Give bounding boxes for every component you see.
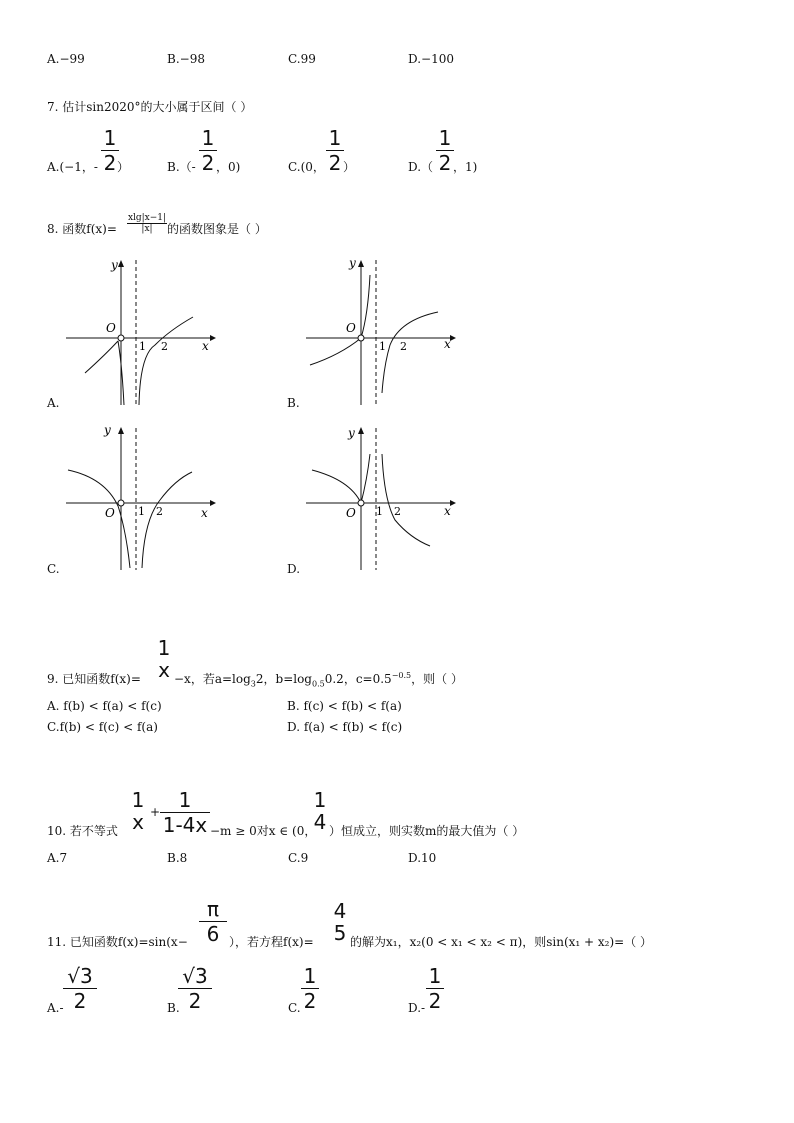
graph-d-origin-label: O <box>346 506 356 520</box>
q7-option-b-fraction: 1 2 <box>199 128 217 173</box>
graph-a-origin-label: O <box>106 321 116 335</box>
q6-option-b: B.−98 <box>167 52 205 66</box>
graph-c-label: C. <box>47 562 60 576</box>
graph-c-tick-2: 2 <box>156 505 163 518</box>
graph-a-label: A. <box>47 396 60 410</box>
graph-b-tick-2: 2 <box>400 340 407 353</box>
graph-b-origin-label: O <box>346 321 356 335</box>
graph-a <box>60 255 220 410</box>
q7-option-c: C.(0， <box>288 160 325 174</box>
graph-d-x-label: x <box>444 504 451 518</box>
q10-option-a: A.7 <box>47 851 68 865</box>
graph-c-tick-1: 1 <box>138 505 145 518</box>
q9-stem-prefix: 9. 已知函数f(x)= <box>47 672 141 686</box>
q7-option-c-end: ） <box>343 160 356 174</box>
graph-b-label: B. <box>287 396 300 410</box>
q9-option-b: B. f(c) < f(b) < f(a) <box>287 699 402 713</box>
graph-a-y-label: y <box>111 258 118 272</box>
graph-b-tick-1: 1 <box>379 340 386 353</box>
graph-c-x-label: x <box>201 506 208 520</box>
graph-b-y-label: y <box>349 256 356 270</box>
q10-option-d: D.10 <box>408 851 437 865</box>
graph-b-x-label: x <box>444 337 451 351</box>
q11-fraction-pi-6: π 6 <box>199 899 227 944</box>
q10-option-b: B.8 <box>167 851 188 865</box>
q6-option-a: A.−99 <box>47 52 85 66</box>
graph-d-tick-1: 1 <box>376 505 383 518</box>
graph-d-label: D. <box>287 562 301 576</box>
q9-option-d: D. f(a) < f(b) < f(c) <box>287 720 403 734</box>
q6-option-d: D.−100 <box>408 52 454 66</box>
graph-c <box>60 420 220 575</box>
graph-a-tick-1: 1 <box>139 340 146 353</box>
q11-option-c-fraction: 1 2 <box>301 966 319 1011</box>
q9-stem-rest: −x，若$a=\log_32$，$b=\log_{0.5}0.2$，$c=0.5^{-0.5}$，则（ ） <box>174 671 463 689</box>
graph-c-y-label: y <box>104 423 111 437</box>
q11-stem-prefix: 11. 已知函数f(x)=sin(x− <box>47 935 188 949</box>
graph-b <box>300 255 460 410</box>
q7-stem: 7. 估计sin2020°的大小属于区间（ ） <box>47 100 253 114</box>
q7-option-a-end: ） <box>117 160 130 174</box>
q7-option-c-fraction: 1 2 <box>326 128 344 173</box>
graph-d-y-label: y <box>348 426 355 440</box>
q10-stem-suffix: ）恒成立，则实数m的最大值为（ ） <box>329 824 525 838</box>
q10-option-c: C.9 <box>288 851 309 865</box>
q11-option-b-fraction: √3 2 <box>178 966 212 1011</box>
q8-stem-suffix: 的函数图象是（ ） <box>167 222 267 236</box>
q9-stem-fraction: 1 x <box>157 636 171 682</box>
graph-c-origin-label: O <box>105 506 115 520</box>
q11-fraction-4-5: 4 5 <box>333 899 347 945</box>
graph-d <box>300 420 460 575</box>
graph-a-tick-2: 2 <box>161 340 168 353</box>
q10-plus: + <box>150 805 161 819</box>
q11-option-a-fraction: √3 2 <box>63 966 97 1011</box>
q10-fraction-3: 1 4 <box>313 788 327 834</box>
q10-stem-prefix: 10. 若不等式 <box>47 824 118 838</box>
q7-option-a: A.(−1，- <box>47 160 98 174</box>
graph-a-x-label: x <box>202 339 209 353</box>
q7-option-d-fraction: 1 2 <box>436 128 454 173</box>
q8-stem-prefix: 8. 函数f(x)= <box>47 222 117 236</box>
q6-option-c: C.99 <box>288 52 316 66</box>
q9-option-a: A. f(b) < f(a) < f(c) <box>47 699 162 713</box>
q7-option-d: D.（ <box>408 160 434 174</box>
q10-fraction-1: 1 x <box>131 788 145 834</box>
q11-option-a: A.- <box>47 1001 64 1015</box>
q10-stem-mid: −m ≥ 0对x ∈ (0， <box>210 824 317 838</box>
q7-option-b: B.（- <box>167 160 196 174</box>
q7-option-d-end: ，1) <box>453 160 478 174</box>
graph-d-tick-2: 2 <box>394 505 401 518</box>
q11-option-d-fraction: 1 2 <box>426 966 444 1011</box>
q10-fraction-2: 1 1-4x <box>160 790 210 835</box>
q8-stem-fraction: xlg|x−1| |x| <box>127 213 167 234</box>
q11-option-b: B. <box>167 1001 180 1015</box>
q11-stem-mid: ），若方程f(x)= <box>229 935 314 949</box>
q11-option-c: C. <box>288 1001 301 1015</box>
q7-option-b-end: ，0) <box>216 160 241 174</box>
q9-option-c: C.f(b) < f(c) < f(a) <box>47 720 158 734</box>
q11-stem-suffix: 的解为x₁，x₂(0 < x₁ < x₂ < π)，则sin(x₁ + x₂)=（ ） <box>350 935 653 949</box>
q11-option-d: D.- <box>408 1001 426 1015</box>
q7-option-a-fraction: 1 2 <box>101 128 119 173</box>
